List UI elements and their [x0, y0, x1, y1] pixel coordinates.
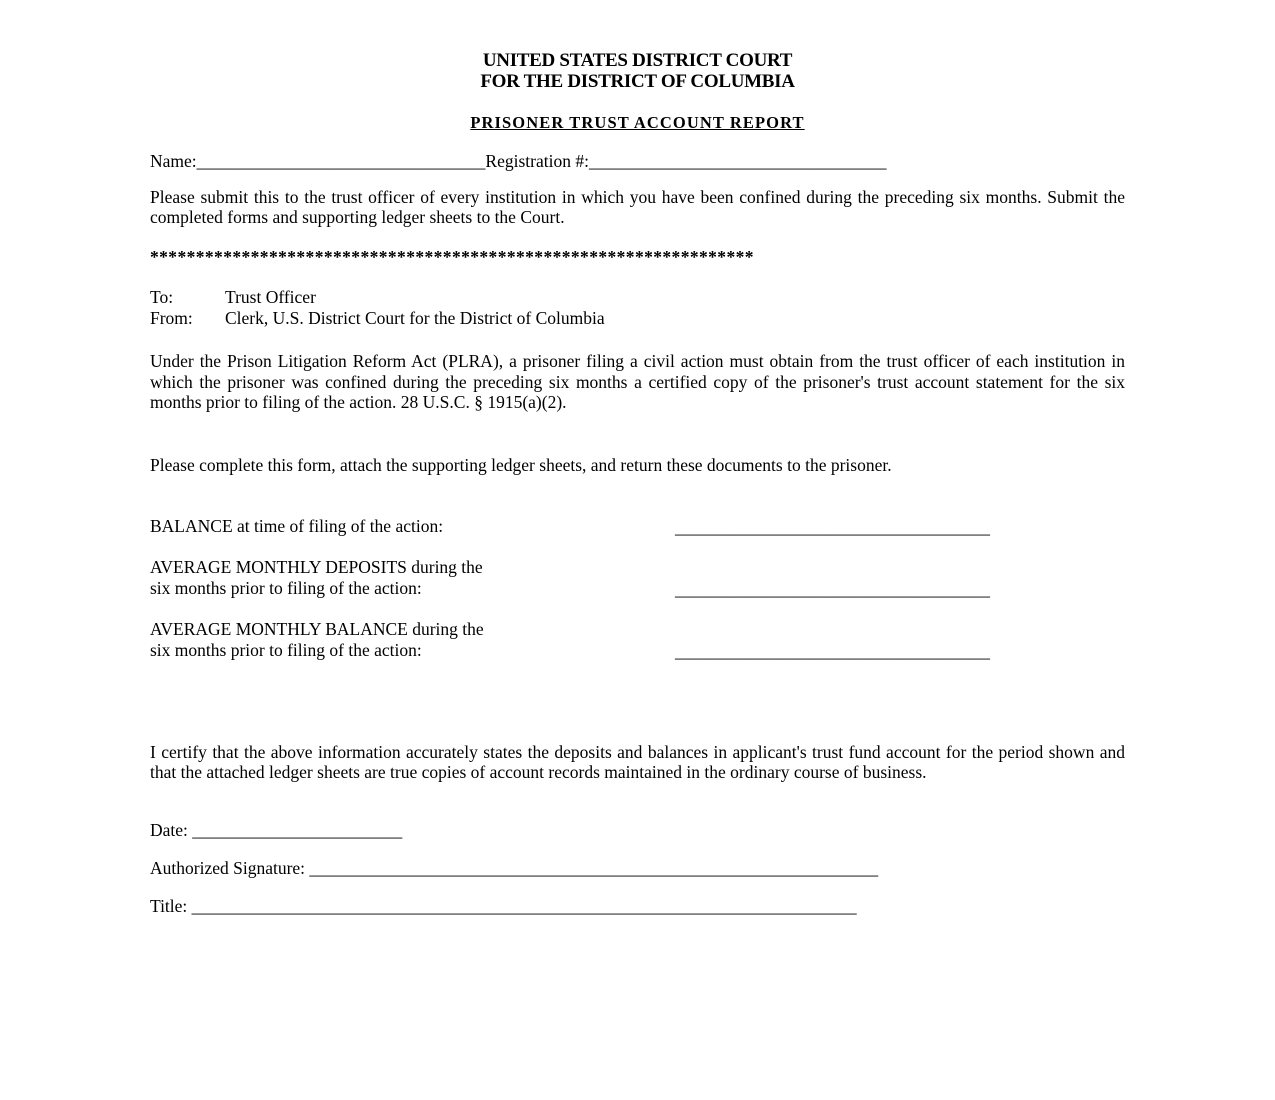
balance-label-line: BALANCE at time of filing of the action: — [150, 516, 444, 536]
avg-balance-label-line1: AVERAGE MONTHLY BALANCE during the — [150, 619, 484, 639]
report-title-text: PRISONER TRUST ACCOUNT REPORT — [470, 113, 805, 132]
avg-deposits-label-line2: six months prior to filing of the action: — [150, 578, 422, 598]
avg-deposits-label-line1: AVERAGE MONTHLY DEPOSITS during the — [150, 557, 483, 577]
report-title — [150, 113, 1125, 133]
from-label: From: — [150, 308, 193, 328]
submission-instructions: Please submit this to the trust officer of every institution in which you have been confined during the preceding six months. Submit the completed forms and supporting ledger sheets to the Court. — [150, 187, 1125, 227]
title-field[interactable]: ____________________________________________________________________________ — [191, 896, 857, 916]
court-name-line: UNITED STATES DISTRICT COURT — [482, 50, 793, 71]
registration-field[interactable]: __________________________________ — [588, 151, 887, 171]
completion-instruction: Please complete this form, attach the supporting ledger sheets, and return these documents to the prisoner. — [150, 455, 892, 475]
date-row — [150, 820, 402, 840]
avg-balance-field[interactable]: ____________________________________ — [675, 641, 990, 661]
signature-label: Authorized Signature: — [150, 858, 306, 878]
form-page — [150, 0, 1125, 1100]
date-label: Date: — [150, 820, 188, 840]
signature-field[interactable]: _________________________________________________________________ — [309, 858, 879, 878]
signature-row — [150, 858, 878, 878]
avg-balance-label — [150, 619, 620, 661]
certification-paragraph: I certify that the above information accurately states the deposits and balances in applicant's trust fund account for the period shown and that the attached ledger sheets are true copies of account records maintained in the ordinary course of business. — [150, 742, 1125, 782]
date-field[interactable]: ________________________ — [192, 820, 403, 840]
name-label: Name: — [150, 151, 197, 171]
name-field[interactable]: _________________________________ — [196, 151, 486, 171]
asterisk-separator: ****************************************************************** — [150, 247, 754, 267]
avg-balance-label-line2: six months prior to filing of the action: — [150, 640, 422, 660]
plra-paragraph: Under the Prison Litigation Reform Act (PLRA), a prisoner filing a civil action must obtain from the trust officer of each institution in which the prisoner was confined during the preceding six months a certified copy of the prisoner's trust account statement for the six months prior to filing of the action. 28 U.S.C. § 1915(a)(2). — [150, 351, 1125, 412]
from-value: Clerk, U.S. District Court for the District of Columbia — [225, 308, 605, 328]
balance-label — [150, 516, 620, 537]
avg-deposits-label — [150, 557, 620, 599]
to-label: To: — [150, 287, 174, 307]
title-label: Title: — [150, 896, 188, 916]
court-heading — [150, 50, 1125, 92]
avg-deposits-field[interactable]: ____________________________________ — [675, 579, 990, 599]
name-registration-row — [150, 151, 886, 171]
title-row — [150, 896, 857, 916]
court-district-line: FOR THE DISTRICT OF COLUMBIA — [480, 71, 795, 92]
registration-label: Registration #: — [485, 151, 589, 171]
to-value: Trust Officer — [225, 287, 316, 307]
balance-field[interactable]: ____________________________________ — [675, 517, 990, 537]
